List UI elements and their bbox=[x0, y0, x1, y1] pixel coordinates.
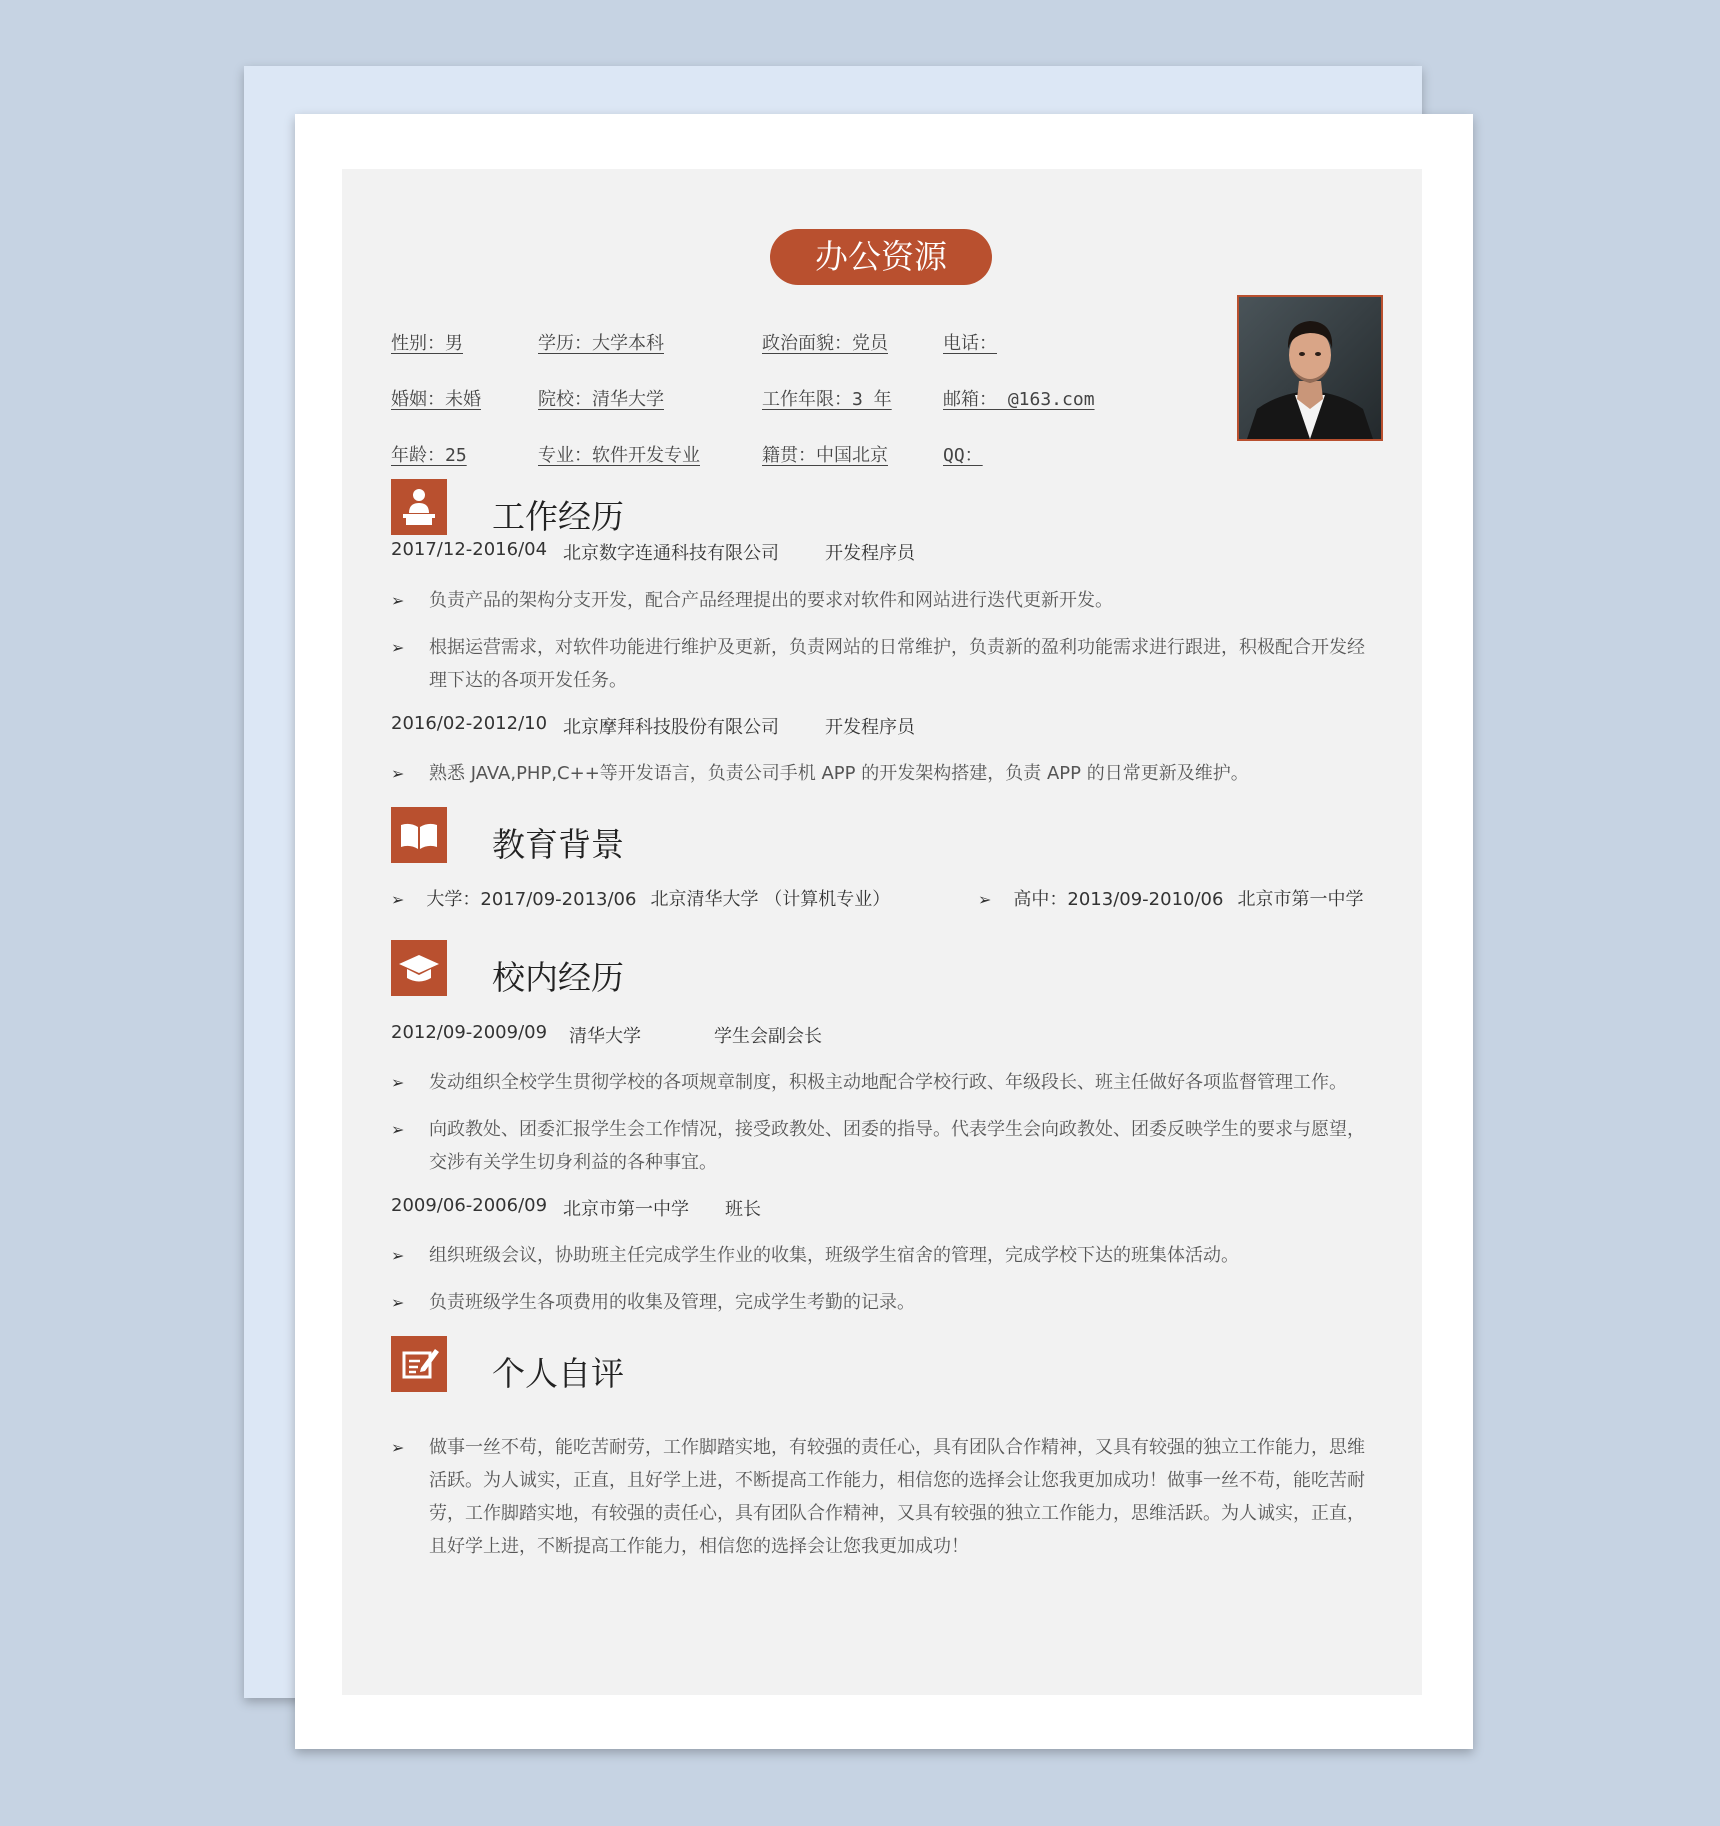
work-entry-date: 2017/12-2016/04 bbox=[391, 539, 548, 560]
info-email: 邮箱： @163.com bbox=[943, 389, 1095, 410]
work-section-icon bbox=[391, 479, 447, 535]
campus-section-title: 校内经历 bbox=[492, 958, 624, 997]
info-school: 院校：清华大学 bbox=[538, 389, 664, 410]
open-book-icon bbox=[391, 807, 447, 863]
campus-entry-org: 清华大学 bbox=[569, 1026, 641, 1047]
campus-entry-role: 班长 bbox=[725, 1199, 761, 1220]
education-college: ➢ 大学：2017/09-2013/06 北京清华大学 （计算机专业） bbox=[391, 889, 891, 910]
resume-content bbox=[342, 169, 1422, 1695]
portrait-image bbox=[1239, 297, 1381, 439]
bullet-arrow-icon: ➢ bbox=[391, 591, 405, 610]
self-eval-section-title: 个人自评 bbox=[492, 1354, 624, 1393]
bullet-arrow-icon: ➢ bbox=[391, 764, 405, 783]
list-item: ➢ 负责产品的架构分支开发，配合产品经理提出的要求对软件和网站进行迭代更新开发。 bbox=[391, 584, 1391, 617]
work-entry-role: 开发程序员 bbox=[825, 543, 915, 564]
profile-photo bbox=[1237, 295, 1383, 441]
campus-entry-org: 北京市第一中学 bbox=[563, 1199, 689, 1220]
work-section-title: 工作经历 bbox=[492, 497, 624, 536]
campus-entry-2-header bbox=[391, 1195, 761, 1220]
person-at-desk-icon bbox=[391, 479, 447, 535]
info-years: 工作年限：3 年 bbox=[762, 389, 892, 410]
info-qq: QQ： bbox=[943, 445, 983, 466]
info-hometown: 籍贯：中国北京 bbox=[762, 445, 888, 466]
bullet-arrow-icon: ➢ bbox=[391, 890, 405, 909]
campus-section-icon bbox=[391, 940, 447, 996]
work-entry-role: 开发程序员 bbox=[825, 717, 915, 738]
info-politics: 政治面貌：党员 bbox=[762, 333, 888, 354]
name-badge: 办公资源 bbox=[770, 229, 992, 285]
list-item: ➢ 组织班级会议，协助班主任完成学生作业的收集，班级学生宿舍的管理，完成学校下达的班集体活动。 bbox=[391, 1239, 1391, 1272]
info-age: 年龄：25 bbox=[391, 445, 467, 466]
campus-entry-1-header bbox=[391, 1022, 822, 1047]
edit-note-icon bbox=[391, 1336, 447, 1392]
self-eval-section-icon bbox=[391, 1336, 447, 1392]
list-item: ➢ 根据运营需求，对软件功能进行维护及更新，负责网站的日常维护，负责新的盈利功能需求进行跟进，积极配合开发经理下达的各项开发任务。 bbox=[391, 631, 1391, 697]
bullet-arrow-icon: ➢ bbox=[978, 890, 992, 909]
bullet-arrow-icon: ➢ bbox=[391, 638, 405, 657]
campus-entry-role: 学生会副会长 bbox=[714, 1026, 822, 1047]
list-item: ➢ 熟悉 JAVA,PHP,C++等开发语言，负责公司手机 APP 的开发架构搭建，负责 APP 的日常更新及维护。 bbox=[391, 757, 1391, 790]
info-marital: 婚姻：未婚 bbox=[391, 389, 481, 410]
campus-entry-date: 2009/06-2006/09 bbox=[391, 1195, 548, 1216]
education-section-title: 教育背景 bbox=[492, 825, 624, 864]
list-item: ➢ 负责班级学生各项费用的收集及管理，完成学生考勤的记录。 bbox=[391, 1286, 1391, 1319]
info-education: 学历：大学本科 bbox=[538, 333, 664, 354]
work-entry-1-header bbox=[391, 539, 915, 564]
work-entry-company: 北京数字连通科技有限公司 bbox=[563, 543, 779, 564]
graduation-cap-icon bbox=[391, 940, 447, 996]
work-entry-2-header bbox=[391, 713, 915, 738]
bullet-arrow-icon: ➢ bbox=[391, 1073, 405, 1092]
bullet-arrow-icon: ➢ bbox=[391, 1246, 405, 1265]
resume-page bbox=[295, 114, 1473, 1749]
info-gender: 性别：男 bbox=[391, 333, 463, 354]
education-highschool: ➢ 高中：2013/09-2010/06 北京市第一中学 bbox=[978, 889, 1364, 910]
info-phone: 电话： bbox=[943, 333, 997, 354]
list-item: ➢ 向政教处、团委汇报学生会工作情况，接受政教处、团委的指导。代表学生会向政教处、团委反映学生的要求与愿望，交涉有关学生切身利益的各种事宜。 bbox=[391, 1113, 1391, 1179]
work-entry-date: 2016/02-2012/10 bbox=[391, 713, 548, 734]
bullet-arrow-icon: ➢ bbox=[391, 1120, 405, 1139]
campus-entry-date: 2012/09-2009/09 bbox=[391, 1022, 548, 1043]
education-section-icon bbox=[391, 807, 447, 863]
bullet-arrow-icon: ➢ bbox=[391, 1438, 405, 1457]
self-eval-text: ➢ 做事一丝不苟，能吃苦耐劳，工作脚踏实地，有较强的责任心，具有团队合作精神，又具有较强的独立工作能力，思维活跃。为人诚实，正直，且好学上进，不断提高工作能力，相信您的选择会让您我更加成功！做事一丝不苟，能吃苦耐劳，工作脚踏实地，有较强的责任心，具有团队合作精神，又具有较强的独立工作能力，思维活跃。为人诚实，正直，且好学上进，不断提高工作能力，相信您的选择会让您我更加成功！ bbox=[391, 1431, 1391, 1563]
list-item: ➢ 发动组织全校学生贯彻学校的各项规章制度，积极主动地配合学校行政、年级段长、班主任做好各项监督管理工作。 bbox=[391, 1066, 1391, 1099]
work-entry-company: 北京摩拜科技股份有限公司 bbox=[563, 717, 779, 738]
info-major: 专业：软件开发专业 bbox=[538, 445, 700, 466]
bullet-arrow-icon: ➢ bbox=[391, 1293, 405, 1312]
